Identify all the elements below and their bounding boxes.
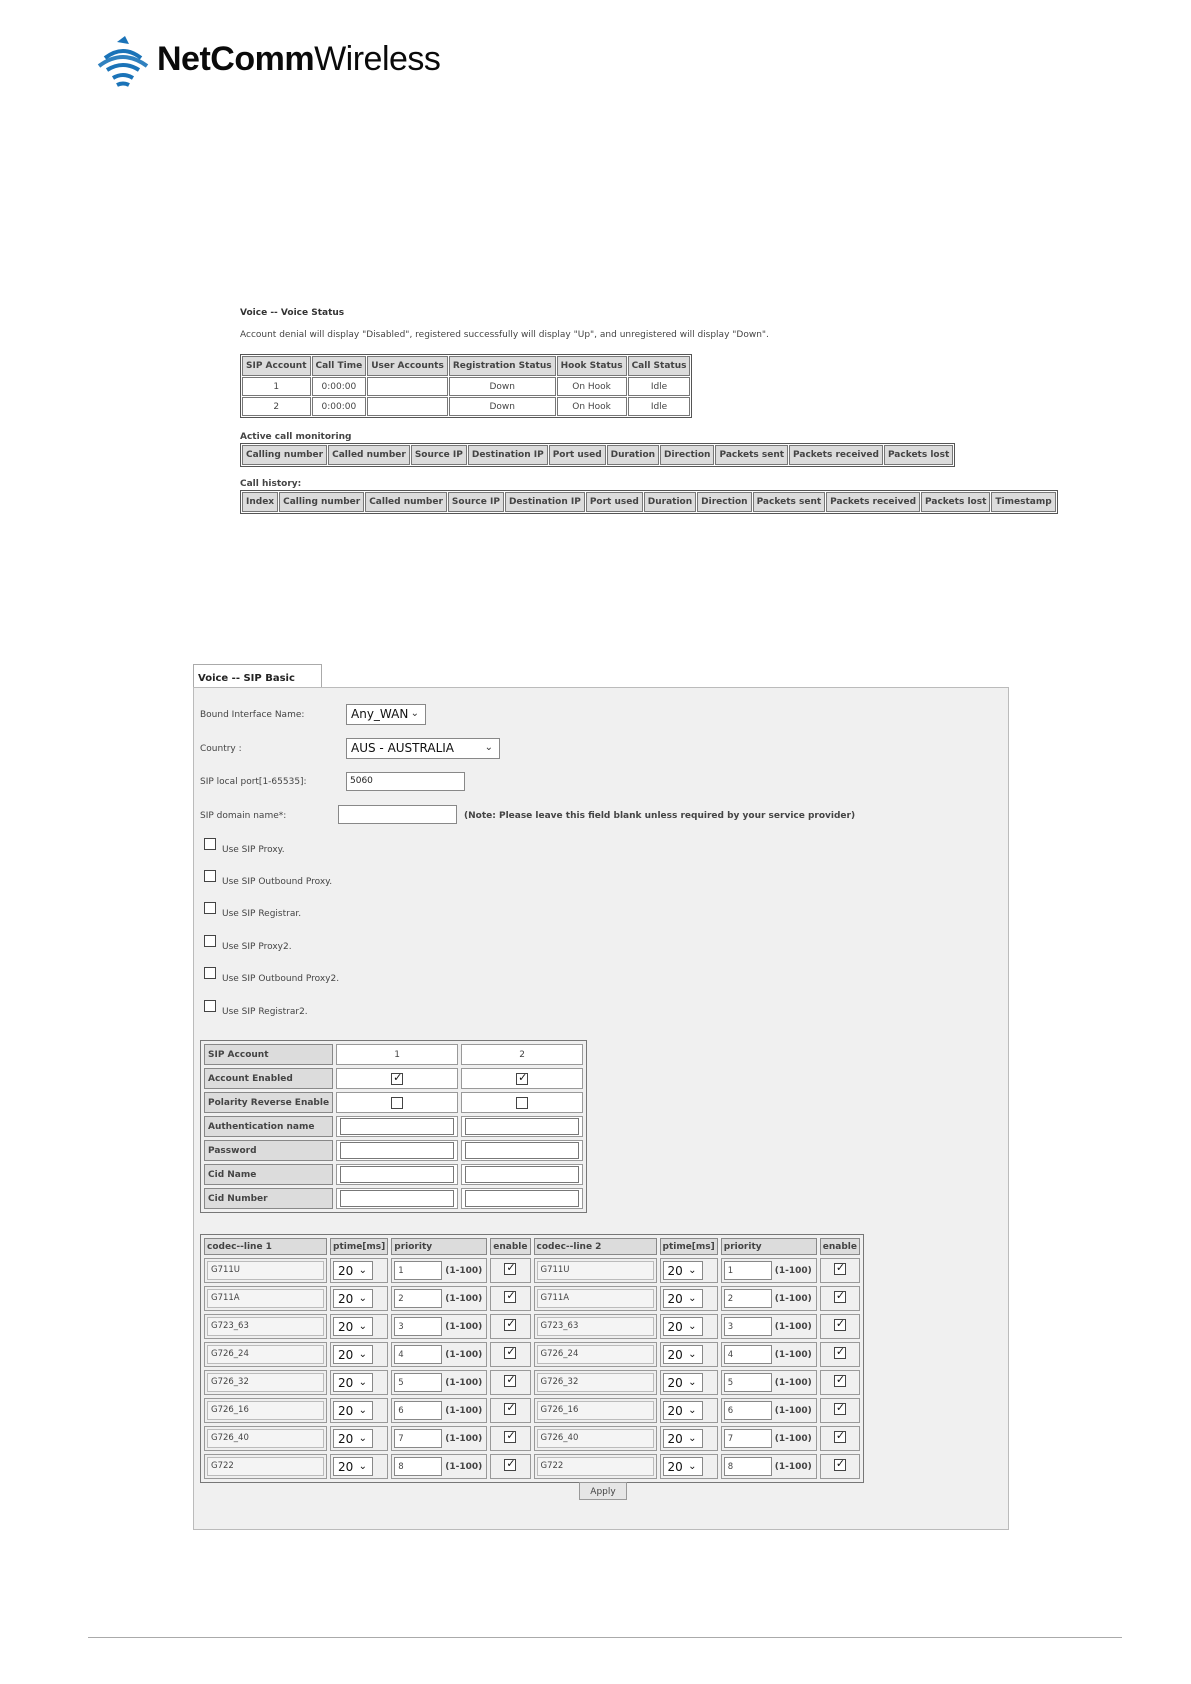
use-sip-registrar-label: Use SIP Registrar.	[222, 909, 302, 919]
netcomm-logo	[95, 34, 441, 88]
col-enable-2: enable	[820, 1238, 860, 1255]
check-icon: ✓	[835, 1345, 846, 1358]
account-enabled-checkbox-2[interactable]	[516, 1070, 528, 1085]
priority-range: (1-100)	[774, 1321, 812, 1332]
col-sip-account: SIP Account	[242, 356, 311, 376]
codec-name-cell	[534, 1286, 657, 1311]
priority-input-line1[interactable]: 5	[394, 1373, 442, 1392]
ptime-select-line1[interactable]: 20 ⌄	[333, 1261, 373, 1280]
codec-enable-checkbox-line1[interactable]	[504, 1347, 516, 1359]
priority-range: (1-100)	[445, 1349, 483, 1360]
col-enable-1: enable	[490, 1238, 530, 1255]
col-priority-2: priority	[721, 1238, 817, 1255]
codec-enable-checkbox-line2[interactable]	[834, 1347, 846, 1359]
priority-input-line1[interactable]: 3	[394, 1317, 442, 1336]
tab-sip-basic-setting[interactable]: Voice -- SIP Basic	[193, 664, 322, 690]
priority-range: (1-100)	[774, 1433, 812, 1444]
country-label: Country :	[200, 744, 242, 754]
codec-name: G726_40	[537, 1429, 654, 1448]
check-icon: ✓	[506, 1373, 516, 1386]
check-icon: ✓	[518, 1070, 528, 1084]
use-sip-proxy-label: Use SIP Proxy.	[222, 845, 285, 855]
priority-input-line1[interactable]: 1	[394, 1261, 442, 1280]
cid-number-input-1[interactable]	[340, 1190, 454, 1207]
ptime-select-line1[interactable]: 20 ⌄	[333, 1317, 373, 1336]
codec-enable-checkbox-line1[interactable]	[504, 1291, 516, 1303]
codec-enable-checkbox-line1[interactable]	[504, 1431, 516, 1443]
account-enabled-checkbox-1[interactable]	[391, 1070, 403, 1085]
check-icon: ✓	[506, 1317, 516, 1330]
codec-name: G726_16	[537, 1401, 654, 1420]
wifi-signal-icon	[95, 34, 151, 88]
table-row: 2 0:00:00 Down On Hook Idle	[242, 397, 690, 416]
check-icon: ✓	[506, 1457, 516, 1470]
codec-name-cell	[534, 1342, 657, 1367]
brand-name: NetCommWireless	[157, 40, 441, 78]
codec-enable-checkbox-line2[interactable]	[834, 1403, 846, 1415]
sip-account-header: SIP Account	[204, 1044, 333, 1065]
priority-range: (1-100)	[445, 1265, 483, 1276]
ptime-select-line2[interactable]: 20 ⌄	[663, 1261, 703, 1280]
priority-range: (1-100)	[774, 1293, 812, 1304]
priority-input-line2[interactable]: 6	[724, 1401, 772, 1420]
check-icon: ✓	[835, 1373, 846, 1386]
priority-range: (1-100)	[445, 1321, 483, 1332]
col-priority-1: priority	[391, 1238, 487, 1255]
sip-domain-label: SIP domain name*:	[200, 811, 287, 821]
sip-basic-panel	[193, 687, 1009, 1530]
chevron-down-icon: ⌄	[358, 1265, 367, 1276]
check-icon: ✓	[506, 1289, 516, 1302]
codec-enable-checkbox-line2[interactable]	[834, 1263, 846, 1275]
chevron-down-icon: ⌄	[358, 1461, 367, 1472]
ptime-select-line2[interactable]: 20 ⌄	[663, 1457, 703, 1476]
chevron-down-icon: ⌄	[410, 708, 419, 719]
polarity-reverse-checkbox-1[interactable]	[391, 1097, 403, 1109]
codec-name: G726_24	[207, 1345, 324, 1364]
col-hook-status: Hook Status	[557, 356, 627, 376]
check-icon: ✓	[835, 1429, 846, 1442]
chevron-down-icon: ⌄	[484, 742, 493, 753]
codec-enable-checkbox-line2[interactable]	[834, 1291, 846, 1303]
codec-name: G711U	[537, 1261, 654, 1280]
priority-input-line2[interactable]: 1	[724, 1261, 772, 1280]
cid-number-label: Cid Number	[204, 1188, 333, 1209]
codec-name-cell	[204, 1370, 327, 1395]
check-icon: ✓	[835, 1401, 846, 1414]
ptime-select-line1[interactable]: 20 ⌄	[333, 1457, 373, 1476]
check-icon: ✓	[506, 1429, 516, 1442]
check-icon: ✓	[506, 1345, 516, 1358]
account-id-2: 2	[461, 1044, 583, 1065]
priority-input-line2[interactable]: 4	[724, 1345, 772, 1364]
priority-range: (1-100)	[774, 1349, 812, 1360]
codec-name-cell	[534, 1258, 657, 1283]
chevron-down-icon: ⌄	[358, 1349, 367, 1360]
priority-input-line1[interactable]: 4	[394, 1345, 442, 1364]
use-sip-registrar-checkbox[interactable]	[204, 902, 216, 914]
codec-enable-checkbox-line1[interactable]	[504, 1459, 516, 1471]
account-id-1: 1	[336, 1044, 458, 1065]
ptime-select-line1[interactable]: 20 ⌄	[333, 1345, 373, 1364]
codec-enable-checkbox-line1[interactable]	[504, 1263, 516, 1275]
sip-domain-note: (Note: Please leave this field blank unless required by your service provider)	[464, 811, 856, 821]
codec-name: G726_32	[537, 1373, 654, 1392]
bound-interface-label: Bound Interface Name:	[200, 710, 305, 720]
use-sip-outbound-proxy-checkbox[interactable]	[204, 870, 216, 882]
codec-name: G711A	[207, 1289, 324, 1308]
priority-input-line2[interactable]: 8	[724, 1457, 772, 1476]
priority-input-line1[interactable]: 8	[394, 1457, 442, 1476]
check-icon: ✓	[835, 1261, 846, 1274]
use-sip-outbound-proxy2-checkbox[interactable]	[204, 967, 216, 979]
priority-range: (1-100)	[774, 1405, 812, 1416]
ptime-select-line2[interactable]: 20 ⌄	[663, 1345, 703, 1364]
codec-row	[204, 1286, 860, 1311]
voice-status-section	[240, 308, 1052, 514]
codec-name-cell	[534, 1370, 657, 1395]
codec-table	[200, 1234, 864, 1483]
priority-range: (1-100)	[774, 1265, 812, 1276]
priority-range: (1-100)	[445, 1461, 483, 1472]
voice-status-description: Account denial will display "Disabled", registered successfully will display "Up", and unregistered will display "Down".	[240, 330, 769, 340]
use-sip-registrar2-checkbox[interactable]	[204, 1000, 216, 1012]
chevron-down-icon: ⌄	[688, 1377, 697, 1388]
voice-status-table	[240, 354, 692, 418]
sip-local-port-label: SIP local port[1-65535]:	[200, 777, 307, 787]
check-icon: ✓	[506, 1261, 516, 1274]
codec-name-cell	[204, 1398, 327, 1423]
check-icon: ✓	[506, 1401, 516, 1414]
chevron-down-icon: ⌄	[688, 1405, 697, 1416]
use-sip-registrar2-label: Use SIP Registrar2.	[222, 1007, 308, 1017]
chevron-down-icon: ⌄	[358, 1433, 367, 1444]
codec-name-cell	[534, 1426, 657, 1451]
auth-name-input-2[interactable]	[465, 1118, 579, 1135]
call-history-title: Call history:	[240, 479, 302, 489]
priority-range: (1-100)	[774, 1377, 812, 1388]
codec-row	[204, 1258, 860, 1283]
ptime-select-line2[interactable]: 20 ⌄	[663, 1429, 703, 1448]
ptime-select-line2[interactable]: 20 ⌄	[663, 1401, 703, 1420]
cid-name-label: Cid Name	[204, 1164, 333, 1185]
bound-interface-select[interactable]: Any_WAN ⌄	[346, 704, 426, 725]
priority-range: (1-100)	[774, 1461, 812, 1472]
use-sip-proxy-checkbox[interactable]	[204, 838, 216, 850]
ptime-select-line1[interactable]: 20 ⌄	[333, 1289, 373, 1308]
codec-row	[204, 1370, 860, 1395]
voice-status-title: Voice -- Voice Status	[240, 308, 345, 318]
account-enabled-label: Account Enabled	[204, 1068, 333, 1089]
call-history-table: Index Calling number Called number Source IP Destination IP Port used Duration Direction Packets sent Packets received Packets lost Timestamp	[240, 490, 1058, 514]
codec-name: G726_16	[207, 1401, 324, 1420]
priority-range: (1-100)	[445, 1293, 483, 1304]
chevron-down-icon: ⌄	[688, 1349, 697, 1360]
codec-name: G711A	[537, 1289, 654, 1308]
password-input-1[interactable]	[340, 1142, 454, 1159]
ptime-select-line1[interactable]: 20 ⌄	[333, 1401, 373, 1420]
codec-name-cell	[204, 1314, 327, 1339]
country-select[interactable]: AUS - AUSTRALIA ⌄	[346, 738, 500, 759]
polarity-reverse-checkbox-2[interactable]	[516, 1097, 528, 1109]
codec-name: G711U	[207, 1261, 324, 1280]
codec-name: G726_40	[207, 1429, 324, 1448]
chevron-down-icon: ⌄	[688, 1265, 697, 1276]
codec-name-cell	[534, 1454, 657, 1479]
codec-enable-checkbox-line2[interactable]	[834, 1375, 846, 1387]
codec-name: G723_63	[537, 1317, 654, 1336]
table-row: 1 0:00:00 Down On Hook Idle	[242, 377, 690, 396]
codec-name-cell	[204, 1426, 327, 1451]
footer-divider	[88, 1637, 1122, 1638]
col-registration-status: Registration Status	[449, 356, 556, 376]
active-calls-title: Active call monitoring	[240, 432, 352, 442]
codec-name: G726_24	[537, 1345, 654, 1364]
priority-input-line1[interactable]: 7	[394, 1429, 442, 1448]
priority-input-line1[interactable]: 6	[394, 1401, 442, 1420]
chevron-down-icon: ⌄	[688, 1321, 697, 1332]
cid-name-input-2[interactable]	[465, 1166, 579, 1183]
col-ptime-1: ptime[ms]	[330, 1238, 388, 1255]
codec-row	[204, 1426, 860, 1451]
ptime-select-line1[interactable]: 20 ⌄	[333, 1429, 373, 1448]
chevron-down-icon: ⌄	[688, 1433, 697, 1444]
sip-account-table	[200, 1040, 587, 1213]
use-sip-proxy2-label: Use SIP Proxy2.	[222, 942, 292, 952]
codec-name-cell	[534, 1314, 657, 1339]
codec-enable-checkbox-line1[interactable]	[504, 1375, 516, 1387]
codec-row	[204, 1314, 860, 1339]
check-icon: ✓	[835, 1317, 846, 1330]
use-sip-outbound-proxy-label: Use SIP Outbound Proxy.	[222, 877, 333, 887]
apply-button[interactable]: Apply	[579, 1482, 627, 1500]
priority-input-line2[interactable]: 3	[724, 1317, 772, 1336]
ptime-select-line2[interactable]: 20 ⌄	[663, 1317, 703, 1336]
use-sip-proxy2-checkbox[interactable]	[204, 935, 216, 947]
password-label: Password	[204, 1140, 333, 1161]
codec-name-cell	[204, 1258, 327, 1283]
ptime-select-line2[interactable]: 20 ⌄	[663, 1373, 703, 1392]
cid-name-input-1[interactable]	[340, 1166, 454, 1183]
codec-name: G722	[207, 1457, 324, 1476]
active-calls-table: Calling number Called number Source IP Destination IP Port used Duration Direction Packets sent Packets received Packets lost	[240, 443, 955, 467]
priority-range: (1-100)	[445, 1405, 483, 1416]
chevron-down-icon: ⌄	[358, 1293, 367, 1304]
ptime-select-line1[interactable]: 20 ⌄	[333, 1373, 373, 1392]
codec-enable-checkbox-line1[interactable]	[504, 1319, 516, 1331]
codec-row	[204, 1454, 860, 1479]
chevron-down-icon: ⌄	[358, 1377, 367, 1388]
codec-enable-checkbox-line1[interactable]	[504, 1403, 516, 1415]
check-icon: ✓	[835, 1457, 846, 1470]
codec-name-cell	[204, 1286, 327, 1311]
col-call-time: Call Time	[312, 356, 367, 376]
codec-row	[204, 1342, 860, 1367]
chevron-down-icon: ⌄	[688, 1293, 697, 1304]
password-input-2[interactable]	[465, 1142, 579, 1159]
codec-name-cell	[204, 1342, 327, 1367]
polarity-reverse-label: Polarity Reverse Enable	[204, 1092, 333, 1113]
ptime-select-line2[interactable]: 20 ⌄	[663, 1289, 703, 1308]
cid-number-input-2[interactable]	[465, 1190, 579, 1207]
col-user-accounts: User Accounts	[367, 356, 448, 376]
codec-row	[204, 1398, 860, 1423]
check-icon: ✓	[393, 1070, 403, 1084]
codec-name-cell	[204, 1454, 327, 1479]
priority-input-line2[interactable]: 2	[724, 1289, 772, 1308]
auth-name-input-1[interactable]	[340, 1118, 454, 1135]
sip-domain-input[interactable]	[338, 805, 457, 824]
codec-name-cell	[534, 1398, 657, 1423]
priority-input-line2[interactable]: 5	[724, 1373, 772, 1392]
chevron-down-icon: ⌄	[358, 1405, 367, 1416]
codec-name: G723_63	[207, 1317, 324, 1336]
priority-input-line1[interactable]: 2	[394, 1289, 442, 1308]
sip-local-port-input[interactable]: 5060	[346, 772, 465, 791]
codec-enable-checkbox-line2[interactable]	[834, 1459, 846, 1471]
priority-range: (1-100)	[445, 1433, 483, 1444]
priority-input-line2[interactable]: 7	[724, 1429, 772, 1448]
use-sip-outbound-proxy2-label: Use SIP Outbound Proxy2.	[222, 974, 340, 984]
col-codec-line2: codec--line 2	[534, 1238, 657, 1255]
chevron-down-icon: ⌄	[358, 1321, 367, 1332]
col-call-status: Call Status	[628, 356, 691, 376]
chevron-down-icon: ⌄	[688, 1461, 697, 1472]
codec-enable-checkbox-line2[interactable]	[834, 1431, 846, 1443]
codec-name: G726_32	[207, 1373, 324, 1392]
codec-enable-checkbox-line2[interactable]	[834, 1319, 846, 1331]
priority-range: (1-100)	[445, 1377, 483, 1388]
col-codec-line1: codec--line 1	[204, 1238, 327, 1255]
col-ptime-2: ptime[ms]	[660, 1238, 718, 1255]
check-icon: ✓	[835, 1289, 846, 1302]
auth-name-label: Authentication name	[204, 1116, 333, 1137]
codec-name: G722	[537, 1457, 654, 1476]
